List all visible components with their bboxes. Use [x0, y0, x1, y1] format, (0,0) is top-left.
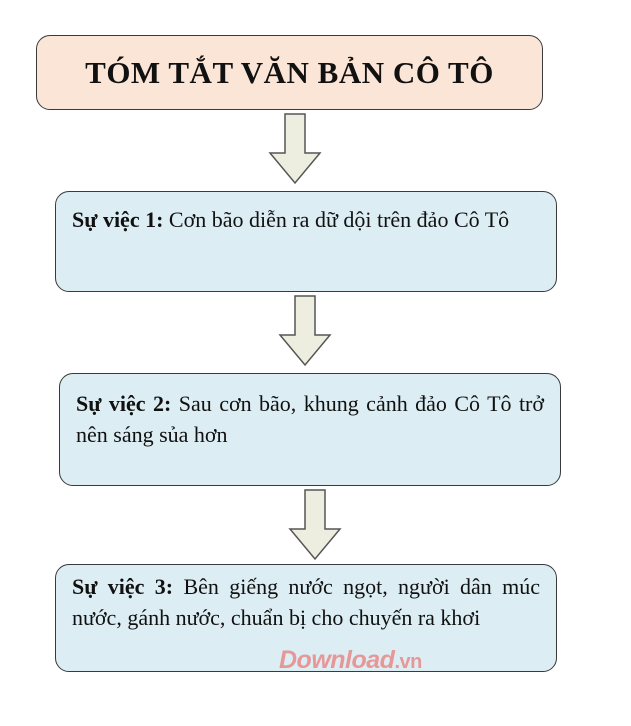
down-arrow-3: [288, 489, 342, 561]
down-arrow-2: [278, 295, 332, 367]
event-text-3: Bên giếng nước ngọt, người dân múc nước, gánh nước, chuẩn bị cho chuyến ra khơi: [72, 574, 541, 630]
watermark-tld: .vn: [394, 651, 422, 673]
event-text-2: Sau cơn bão, khung cảnh đảo Cô Tô trở nên sáng sủa hơn: [76, 391, 545, 447]
watermark-logo: [279, 646, 422, 675]
diagram-title: TÓM TẮT VĂN BẢN CÔ TÔ: [85, 54, 494, 90]
event-label-3: Sự việc 3:: [72, 574, 174, 599]
event-label-1: Sự việc 1:: [72, 207, 164, 232]
event-box-1: [55, 191, 557, 292]
event-label-2: Sự việc 2:: [76, 391, 172, 416]
event-text-1: Cơn bão diễn ra dữ dội trên đảo Cô Tô: [168, 207, 510, 232]
watermark-brand: Download: [279, 646, 395, 674]
title-box: [36, 35, 543, 110]
down-arrow-1: [268, 113, 322, 185]
event-box-2: [59, 373, 561, 486]
